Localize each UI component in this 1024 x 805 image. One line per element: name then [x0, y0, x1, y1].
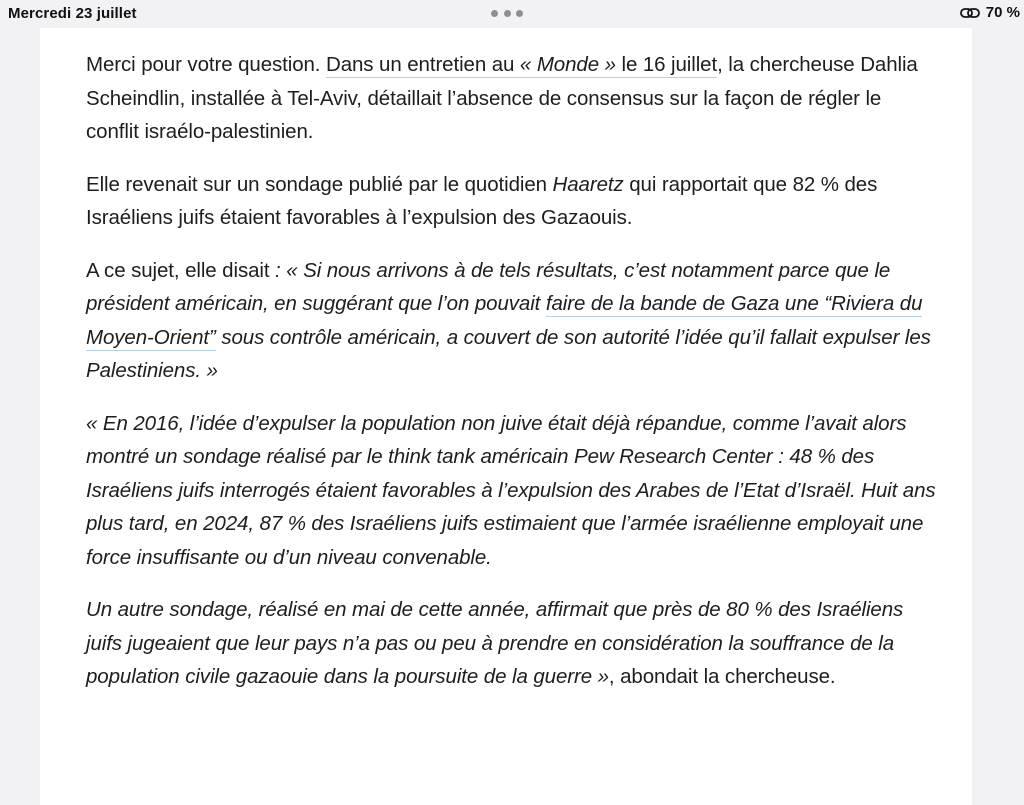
article-body	[86, 48, 936, 713]
source-name: Haaretz	[552, 172, 624, 196]
multitask-dots-icon[interactable]	[491, 10, 523, 18]
status-bar	[0, 0, 1024, 28]
paragraph-5: Un autre sondage, réalisé en mai de cette année, affirmait que près de 80 % des Israéliens juifs jugeaient que leur pays n’a pas ou peu à prendre en considération la souffrance de la population civile gazaouie dans la poursuite de la guerre », abondait la chercheuse.	[86, 598, 904, 688]
paragraph-4: « En 2016, l’idée d’expulser la population non juive était déjà répandue, comme l’avait alors montré un sondage réalisé par le think tank américain Pew Research Center : 48 % des Israéliens juifs interrogés étaient favorables à l’expulsion des Arabes de l’Etat d’Israël. Huit ans plus tard, en 2024, 87 % des Israéliens juifs estimaient que l’armée israélienne employait une force insuffisante ou d’un niveau convenable.	[86, 411, 936, 569]
paragraph-2: Elle revenait sur un sondage publié par le quotidien Haaretz qui rapportait que 82 % des Israéliens juifs étaient favorables à l’expulsion des Gazaouis.	[86, 172, 878, 229]
paragraph-1: Merci pour votre question. Dans un entretien au « Monde » le 16 juillet, la chercheuse Dahlia Scheindlin, installée à Tel-Aviv, détaillait l’absence de consensus sur la façon de régler le conflit israélo-palestinien.	[86, 53, 918, 143]
entretien-monde-link[interactable]: Dans un entretien au « Monde » le 16 juillet	[326, 53, 718, 76]
riviera-link[interactable]: faire de la bande de Gaza une “Riviera du Moyen-Orient”	[86, 292, 923, 349]
link-icon	[960, 7, 980, 19]
battery-percentage: 70 %	[985, 4, 1020, 21]
status-right	[960, 4, 1020, 21]
article-panel	[40, 28, 972, 805]
paragraph-3: A ce sujet, elle disait : « Si nous arrivons à de tels résultats, c’est notamment parce que le président américain, en suggérant que l’on pouvait faire de la bande de Gaza une “Riviera du Moyen-Orient” sous contrôle américain, a couvert de son autorité l’idée qu’il fallait expulser les Palestiniens. »	[86, 258, 931, 382]
status-date: Mercredi 23 juillet	[8, 5, 137, 22]
